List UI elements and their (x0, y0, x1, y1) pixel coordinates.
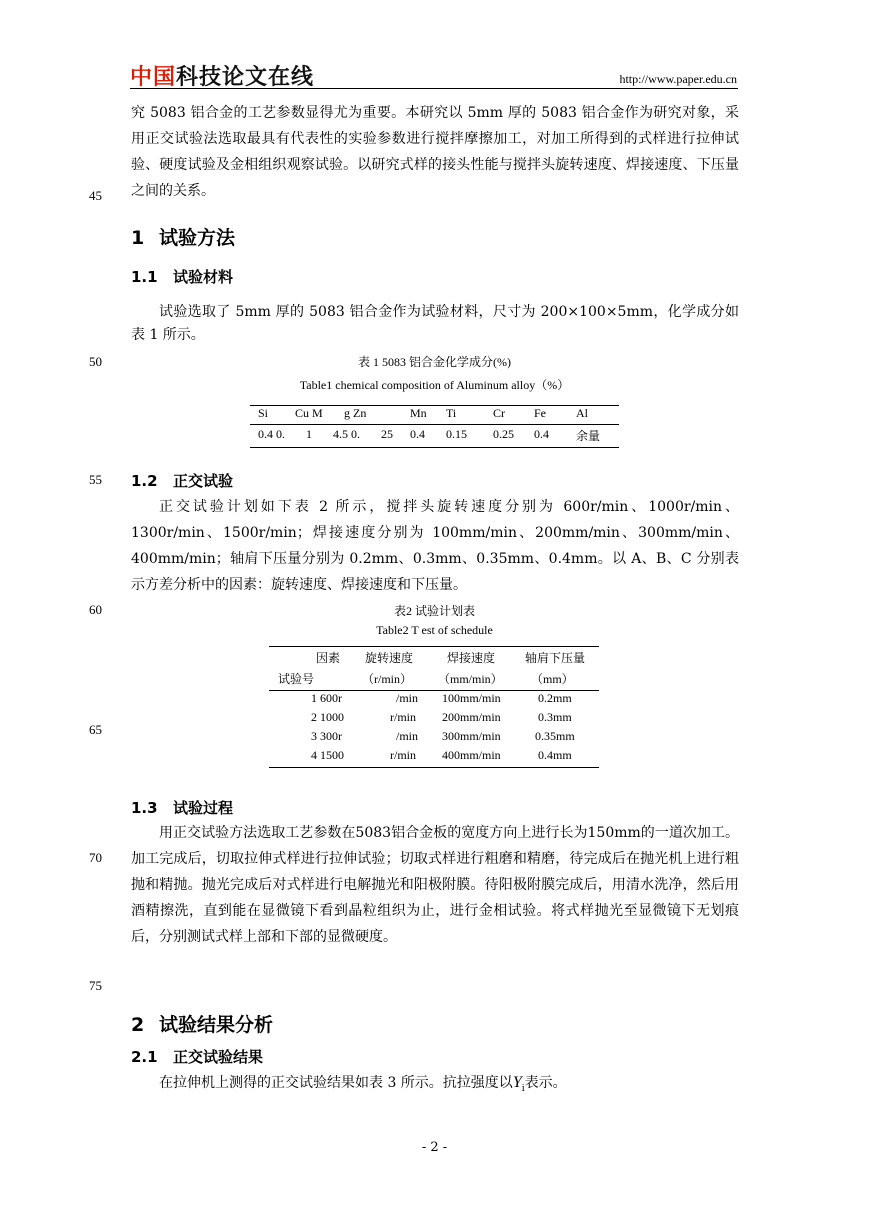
table1-header-cell: Ti (446, 406, 457, 420)
section-heading: 1 试验方法 (131, 227, 236, 249)
table1-header-cell: Fe (534, 406, 546, 420)
materials-paragraph: 试验选取了 5mm 厚的 5083 铝合金作为试验材料，尺寸为 200×100×5mm，化学成分如表 1 所示。 (131, 304, 739, 343)
table2-cell: 300mm/min (442, 729, 501, 743)
line-number: 70 (89, 850, 102, 865)
line-number: 45 (89, 188, 102, 203)
table1-cell: 0.4 0. (258, 427, 285, 441)
table2-header-cell: （mm） (531, 672, 574, 686)
page-number: - 2 - (421, 1140, 448, 1155)
table1-cell: 4.5 0. (333, 427, 360, 441)
variable-subscript: i (521, 1084, 525, 1094)
section-heading: 2 试验结果分析 (131, 1014, 274, 1036)
table1-header-cell: Cu M (295, 406, 323, 420)
table2-caption-cn: 表2 试验计划表 (393, 604, 475, 618)
table2-caption-en: Table2 T est of schedule (376, 623, 493, 637)
table2-cell: 100mm/min (442, 691, 501, 705)
line-number: 65 (89, 722, 102, 737)
table1-bottom-rule (250, 447, 619, 448)
table2-header-factor: 因素 (316, 651, 341, 665)
table2-header-cell: 焊接速度 (447, 651, 496, 665)
orthogonal-paragraph: 正交试验计划如下表 2 所示，搅拌头旋转速度分别为 600r/min、1000r/min、1300r/min、1500r/min；焊接速度分别为 100mm/min、200mm/min、300mm/min、400mm/min；轴肩下压量分别为 0.2mm、0.3mm、0.35mm、0.4mm。以 A、B、C 分别表示方差分析中的因素：旋转速度、焊接速度和下压量。 (131, 499, 739, 593)
table1-cell: 0.4 (410, 427, 425, 441)
table1-header-cell: Mn (410, 406, 427, 420)
table2-cell: r/min (390, 710, 416, 724)
table1-header-cell: g Zn (344, 406, 367, 420)
table2-cell: 0.2mm (538, 691, 572, 705)
line-number: 75 (89, 978, 102, 993)
table2-cell: 4 1500 (311, 748, 344, 762)
table1-cell: 0.15 (446, 427, 467, 441)
table2-header-trial: 试验号 (278, 672, 315, 686)
results-paragraph: 在拉伸机上测得的正交试验结果如表 3 所示。抗拉强度以$Y_i$表示。 (159, 1074, 567, 1094)
table1-cell: 0.25 (493, 427, 514, 441)
table2-cell: /min (396, 691, 419, 705)
table2-cell: 1 600r (311, 691, 342, 705)
subsection-heading: 2.1 正交试验结果 (131, 1048, 264, 1066)
table2-top-rule (269, 646, 599, 647)
table2-cell: 0.4mm (538, 748, 572, 762)
header-rule (130, 88, 738, 89)
line-number: 55 (89, 472, 102, 487)
journal-logo: 中国科技论文在线 (130, 65, 315, 90)
process-paragraph: 用正交试验方法选取工艺参数在5083铝合金板的宽度方向上进行长为150mm的一道次加工。加工完成后，切取拉伸式样进行拉伸试验；切取式样进行粗磨和精磨，待完成后在抛光机上进行粗抛和精抛。抛光完成后对式样进行电解抛光和阳极附膜。待阳极附膜完成后，用清水洗净，然后用酒精擦洗，直到能在显微镜下看到晶粒组织为止，进行金相试验。将式样抛光至显微镜下无划痕后，分别测试式样上部和下部的显微硬度。 (131, 825, 739, 945)
table2-header-cell: （mm/min） (438, 672, 503, 686)
table1-cell: 余量 (576, 429, 601, 443)
table1-cell: 25 (381, 427, 393, 441)
table1-header-cell: Al (576, 406, 588, 420)
table2-header-cell: （r/min） (362, 672, 412, 686)
table2-cell: 3 300r (311, 729, 342, 743)
table1-cell: 0.4 (534, 427, 549, 441)
table2-header-cell: 旋转速度 (365, 651, 414, 665)
table1-mid-rule (250, 424, 619, 425)
table2-header-cell: 轴肩下压量 (525, 651, 586, 665)
table1-header-cell: Cr (493, 406, 505, 420)
subsection-heading: 1.3 试验过程 (131, 799, 234, 817)
table1-caption-cn: 表 1 5083 铝合金化学成分(%) (358, 355, 511, 369)
table2-cell: /min (396, 729, 419, 743)
table2-cell: r/min (390, 748, 416, 762)
line-number: 60 (89, 602, 102, 617)
table2-bottom-rule (269, 767, 599, 768)
table2-cell: 200mm/min (442, 710, 501, 724)
line-number: 50 (89, 354, 102, 369)
table1-cell: 1 (306, 427, 312, 441)
table2-cell: 2 1000 (311, 710, 344, 724)
subsection-heading: 1.1 试验材料 (131, 268, 234, 286)
intro-paragraph: 究 5083 铝合金的工艺参数显得尤为重要。本研究以 5mm 厚的 5083 铝合金作为研究对象，采用正交试验法选取最具有代表性的实验参数进行搅拌摩擦加工，对加工所得到的式样进行拉伸试验、硬度试验及金相组织观察试验。以研究式样的接头性能与搅拌头旋转速度、焊接速度、下压量之间的关系。 (131, 105, 739, 199)
table2-cell: 0.3mm (538, 710, 572, 724)
subsection-heading: 1.2 正交试验 (131, 472, 234, 490)
table1-caption-en: Table1 chemical composition of Aluminum alloy（%） (299, 378, 570, 392)
header-url[interactable]: http://www.paper.edu.cn (619, 72, 737, 86)
table1-header-cell: Si (258, 406, 269, 420)
variable-y: Y (512, 1074, 522, 1091)
table2-cell: 400mm/min (442, 748, 501, 762)
table2-cell: 0.35mm (535, 729, 575, 743)
